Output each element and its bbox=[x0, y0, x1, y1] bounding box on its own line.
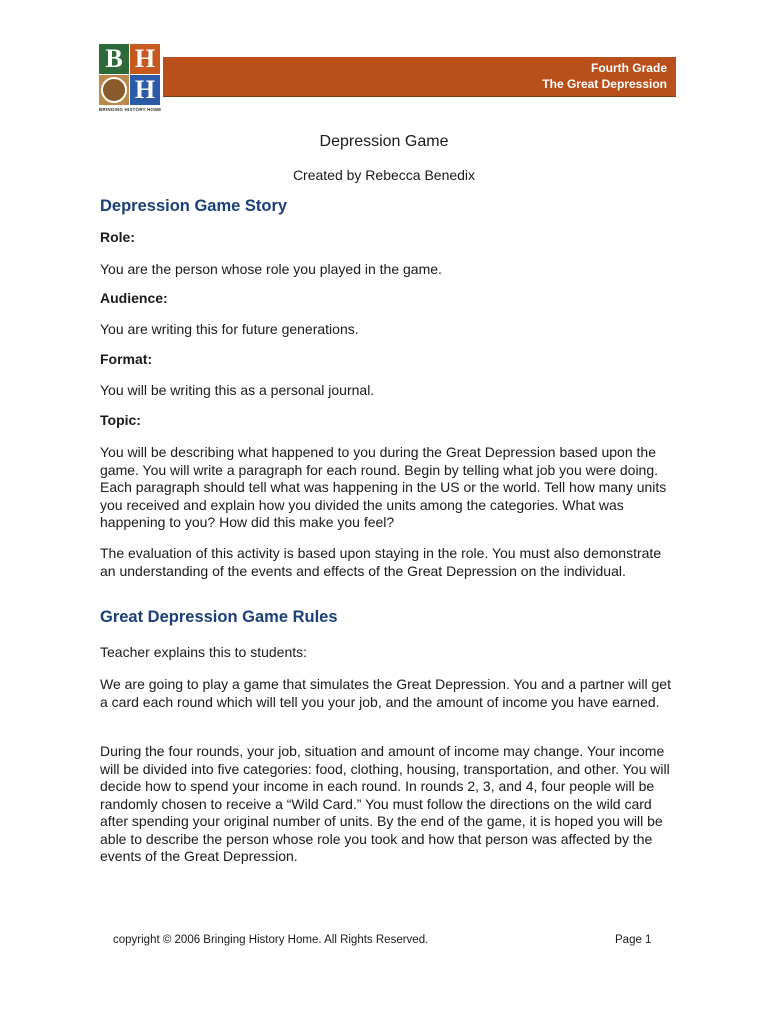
logo-tile-b: B bbox=[99, 44, 129, 74]
rules-paragraph-1: We are going to play a game that simulates the Great Depression. You and a partner will get a card each round which will tell you your job, and the amount of income you have earned. bbox=[100, 676, 671, 710]
evaluation-text: The evaluation of this activity is based upon staying in the role. You must also demonstrate an understanding of the events and effects of the Great Depression on the individual. bbox=[100, 545, 662, 579]
audience-text: You are writing this for future generations. bbox=[100, 321, 359, 337]
story-heading: Depression Game Story bbox=[100, 197, 288, 215]
unit-label: The Great Depression bbox=[542, 77, 667, 91]
header-band bbox=[163, 57, 676, 96]
grade-label: Fourth Grade bbox=[590, 61, 667, 75]
format-text: You will be writing this as a personal journal. bbox=[100, 382, 375, 398]
rules-paragraph-2: During the four rounds, your job, situation and amount of income may change. Your income will be divided into five categories: food, clothing, housing, transportation, and other. You will decide how to spend your income in each round. In rounds 2, 3, and 4, four people will be randomly chosen to receive a “Wild Card.” You must follow the directions on the wild card after spending your original number of units. By the end of the game, it is hoped you will be able to describe the person whose role you took and how that person was affected by the events of the Great Depression. bbox=[100, 743, 670, 864]
header-divider bbox=[163, 96, 676, 97]
topic-text: You will be describing what happened to you during the Great Depression based upon the game. You will write a paragraph for each round. Begin by telling what job you were doing. Each paragraph should tell what was happening in the US or the world. Tell how many units you received and explain how you divided the units among the categories. What was happening to you? How did this make you feel? bbox=[100, 444, 667, 530]
footer-copyright: copyright © 2006 Bringing History Home. All Rights Reserved. bbox=[113, 934, 429, 946]
header-text bbox=[542, 60, 667, 92]
audience-label: Audience: bbox=[100, 290, 168, 306]
logo-seal-icon bbox=[99, 75, 129, 105]
rules-heading: Great Depression Game Rules bbox=[100, 608, 338, 626]
topic-label: Topic: bbox=[100, 412, 141, 428]
bringing-history-home-logo bbox=[99, 44, 163, 112]
logo-tile-h: H bbox=[130, 44, 160, 74]
role-label: Role: bbox=[100, 229, 135, 245]
document-title: Depression Game bbox=[319, 133, 449, 150]
logo-tagline: BRINGING HISTORY HOME bbox=[99, 107, 162, 112]
footer-page-number: Page 1 bbox=[615, 934, 652, 946]
format-label: Format: bbox=[100, 351, 153, 367]
logo-tile-h-second: H bbox=[130, 75, 160, 105]
rules-intro: Teacher explains this to students: bbox=[100, 644, 308, 660]
role-text: You are the person whose role you played in the game. bbox=[100, 261, 442, 277]
byline: Created by Rebecca Benedix bbox=[292, 167, 476, 183]
